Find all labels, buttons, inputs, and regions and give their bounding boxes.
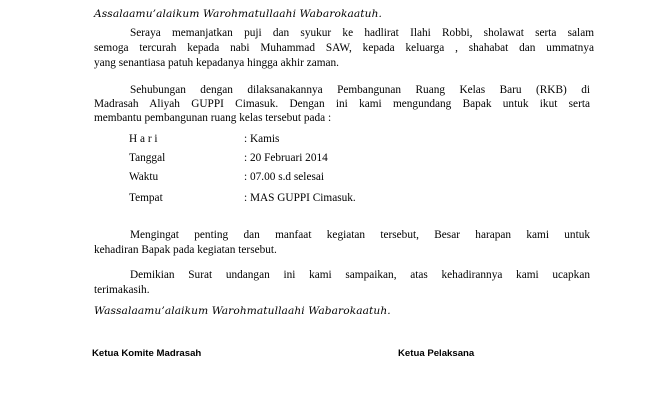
para3-line1: Mengingat penting dan manfaat kegiatan tersebut, Besar harapan kami untuk: [130, 229, 590, 241]
detail-label-tempat: Tempat: [129, 192, 163, 204]
para2-line2: Madrasah Aliyah GUPPI Cimasuk. Dengan ini kami mengundang Bapak untuk ikut serta: [94, 98, 590, 110]
para3-line2: kehadiran Bapak pada kegiatan tersebut.: [94, 244, 277, 256]
para4-line2: terimakasih.: [94, 284, 150, 296]
para1-line1: Seraya memanjatkan puji dan syukur ke hadlirat Ilahi Robbi, sholawat serta salam: [130, 27, 594, 39]
signature-ketua-komite: Ketua Komite Madrasah: [92, 348, 202, 359]
detail-label-waktu: Waktu: [129, 171, 159, 183]
para2-line3: membantu pembangunan ruang kelas tersebut pada :: [94, 112, 332, 124]
para1-line2: semoga tercurah kepada nabi Muhammad SAW, kepada keluarga , shahabat dan ummatnya: [94, 42, 594, 54]
detail-value-tempat: : MAS GUPPI Cimasuk.: [244, 192, 356, 204]
signature-ketua-pelaksana: Ketua Pelaksana: [398, 348, 475, 359]
detail-label-hari: H a r i: [129, 133, 158, 145]
closing-greeting: Wassalaamu’alaikum Warohmatullaahi Wabarokaatuh.: [94, 305, 391, 317]
opening-greeting: Assalaamu’alaikum Warohmatullaahi Wabarokaatuh.: [94, 8, 382, 20]
detail-value-tanggal: : 20 Februari 2014: [244, 152, 328, 164]
para1-line3: yang senantiasa patuh kepadanya hingga akhir zaman.: [94, 57, 339, 69]
detail-label-tanggal: Tanggal: [129, 152, 166, 164]
detail-value-waktu: : 07.00 s.d selesai: [244, 171, 325, 183]
detail-value-hari: : Kamis: [244, 133, 280, 145]
para2-line1: Sehubungan dengan dilaksanakannya Pembangunan Ruang Kelas Baru (RKB) di: [130, 84, 590, 96]
para4-line1: Demikian Surat undangan ini kami sampaikan, atas kehadirannya kami ucapkan: [130, 269, 590, 281]
